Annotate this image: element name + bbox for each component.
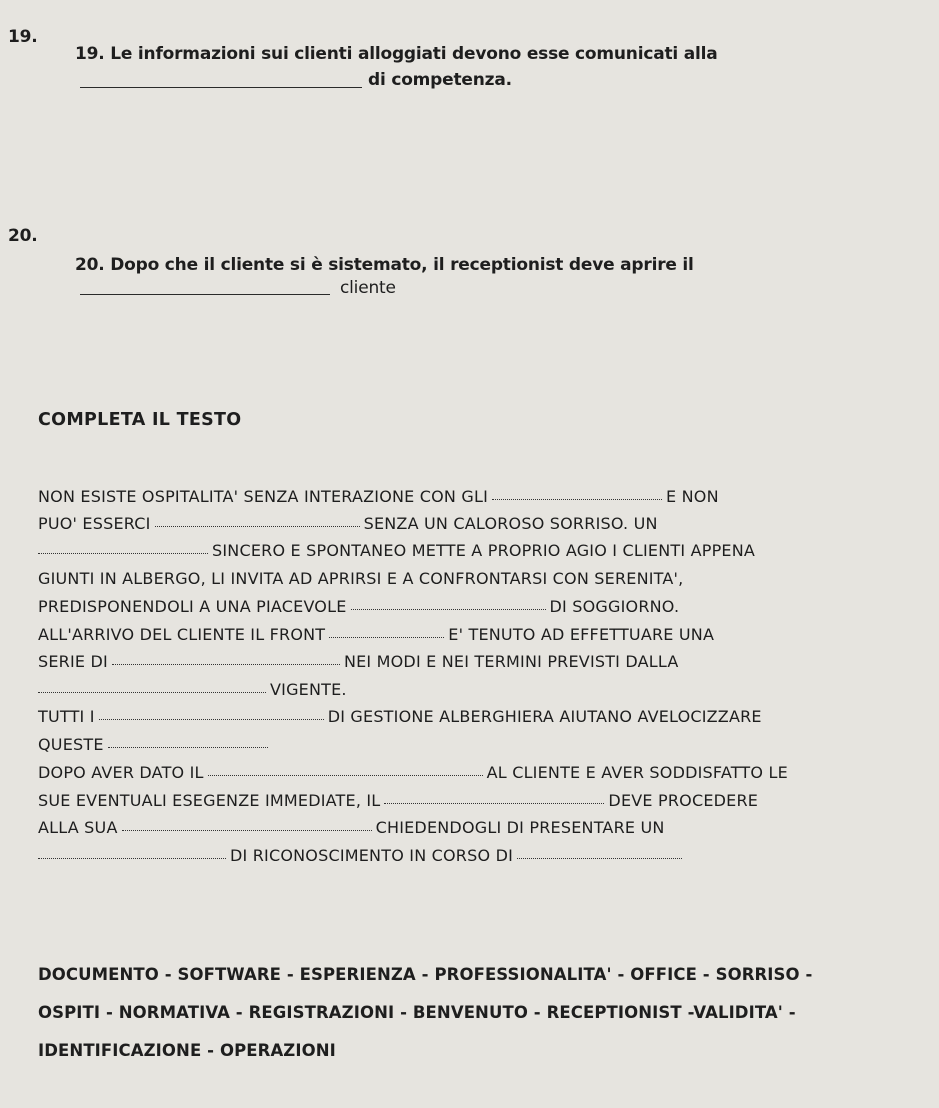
text: ALLA SUA xyxy=(38,818,118,837)
question-number: 19. xyxy=(8,27,38,47)
question-text: 20. Dopo che il cliente si è sistemato, il receptionist deve aprire il xyxy=(75,255,694,275)
text: NON ESISTE OSPITALITA' SENZA INTERAZIONE CON GLI xyxy=(38,487,489,506)
text: E NON xyxy=(666,487,719,506)
text: SENZA UN CALOROSO SORRISO. UN xyxy=(363,514,658,533)
text: AL CLIENTE E AVER SODDISFATTO LE xyxy=(486,763,788,782)
text-line xyxy=(38,625,714,644)
text-line: GIUNTI IN ALBERGO, LI INVITA AD APRIRSI E A CONFRONTARSI CON SERENITA', xyxy=(38,569,684,588)
answer-blank[interactable] xyxy=(38,692,266,693)
text: SERIE DI xyxy=(38,652,108,671)
text-line xyxy=(38,846,686,865)
question-continuation: cliente xyxy=(340,278,396,298)
answer-blank[interactable] xyxy=(492,499,662,500)
text: ALL'ARRIVO DEL CLIENTE IL FRONT xyxy=(38,625,326,644)
text-line xyxy=(38,707,762,726)
text-line xyxy=(38,597,679,616)
word-bank-line: OSPITI - NORMATIVA - REGISTRAZIONI - BENVENUTO - RECEPTIONIST -VALIDITA' - xyxy=(38,1003,796,1022)
text-line xyxy=(38,652,679,671)
text: PREDISPONENDOLI A UNA PIACEVOLE xyxy=(38,597,347,616)
answer-blank[interactable] xyxy=(351,609,546,610)
question-number: 20. xyxy=(8,226,38,246)
answer-blank[interactable] xyxy=(38,553,208,554)
text: DI GESTIONE ALBERGHIERA AIUTANO AVELOCIZZARE xyxy=(327,707,762,726)
text-line xyxy=(38,487,719,506)
text: QUESTE xyxy=(38,735,104,754)
answer-blank[interactable] xyxy=(80,294,330,295)
question-continuation: di competenza. xyxy=(368,70,512,90)
text: DI SOGGIORNO. xyxy=(549,597,680,616)
text-line xyxy=(38,514,658,533)
answer-blank[interactable] xyxy=(108,747,268,748)
answer-blank[interactable] xyxy=(80,87,362,88)
answer-blank[interactable] xyxy=(155,526,360,527)
text-line xyxy=(38,735,272,754)
text: SINCERO E SPONTANEO METTE A PROPRIO AGIO I CLIENTI APPENA xyxy=(212,541,756,560)
question-text: 19. Le informazioni sui clienti alloggiati devono esse comunicati alla xyxy=(75,44,718,64)
answer-blank[interactable] xyxy=(99,719,324,720)
text: CHIEDENDOGLI DI PRESENTARE UN xyxy=(375,818,665,837)
word-bank-line: IDENTIFICAZIONE - OPERAZIONI xyxy=(38,1041,336,1060)
text: SUE EVENTUALI ESEGENZE IMMEDIATE, IL xyxy=(38,791,381,810)
text-line xyxy=(38,791,758,810)
text: VIGENTE. xyxy=(270,680,347,699)
text: PUO' ESSERCI xyxy=(38,514,151,533)
answer-blank[interactable] xyxy=(208,775,483,776)
text-line xyxy=(38,818,665,837)
text-line xyxy=(38,541,755,560)
answer-blank[interactable] xyxy=(112,664,340,665)
text: E' TENUTO AD EFFETTUARE UNA xyxy=(448,625,715,644)
answer-blank[interactable] xyxy=(38,858,226,859)
text: DEVE PROCEDERE xyxy=(608,791,759,810)
text: NEI MODI E NEI TERMINI PREVISTI DALLA xyxy=(343,652,679,671)
answer-blank[interactable] xyxy=(517,858,682,859)
text-line xyxy=(38,763,788,782)
answer-blank[interactable] xyxy=(384,803,604,804)
answer-blank[interactable] xyxy=(122,830,372,831)
text: DOPO AVER DATO IL xyxy=(38,763,204,782)
text-line xyxy=(38,680,347,699)
text: TUTTI I xyxy=(38,707,95,726)
answer-blank[interactable] xyxy=(329,637,444,638)
section-title: COMPLETA IL TESTO xyxy=(38,410,242,430)
text: DI RICONOSCIMENTO IN CORSO DI xyxy=(230,846,514,865)
word-bank-line: DOCUMENTO - SOFTWARE - ESPERIENZA - PROFESSIONALITA' - OFFICE - SORRISO - xyxy=(38,965,813,984)
